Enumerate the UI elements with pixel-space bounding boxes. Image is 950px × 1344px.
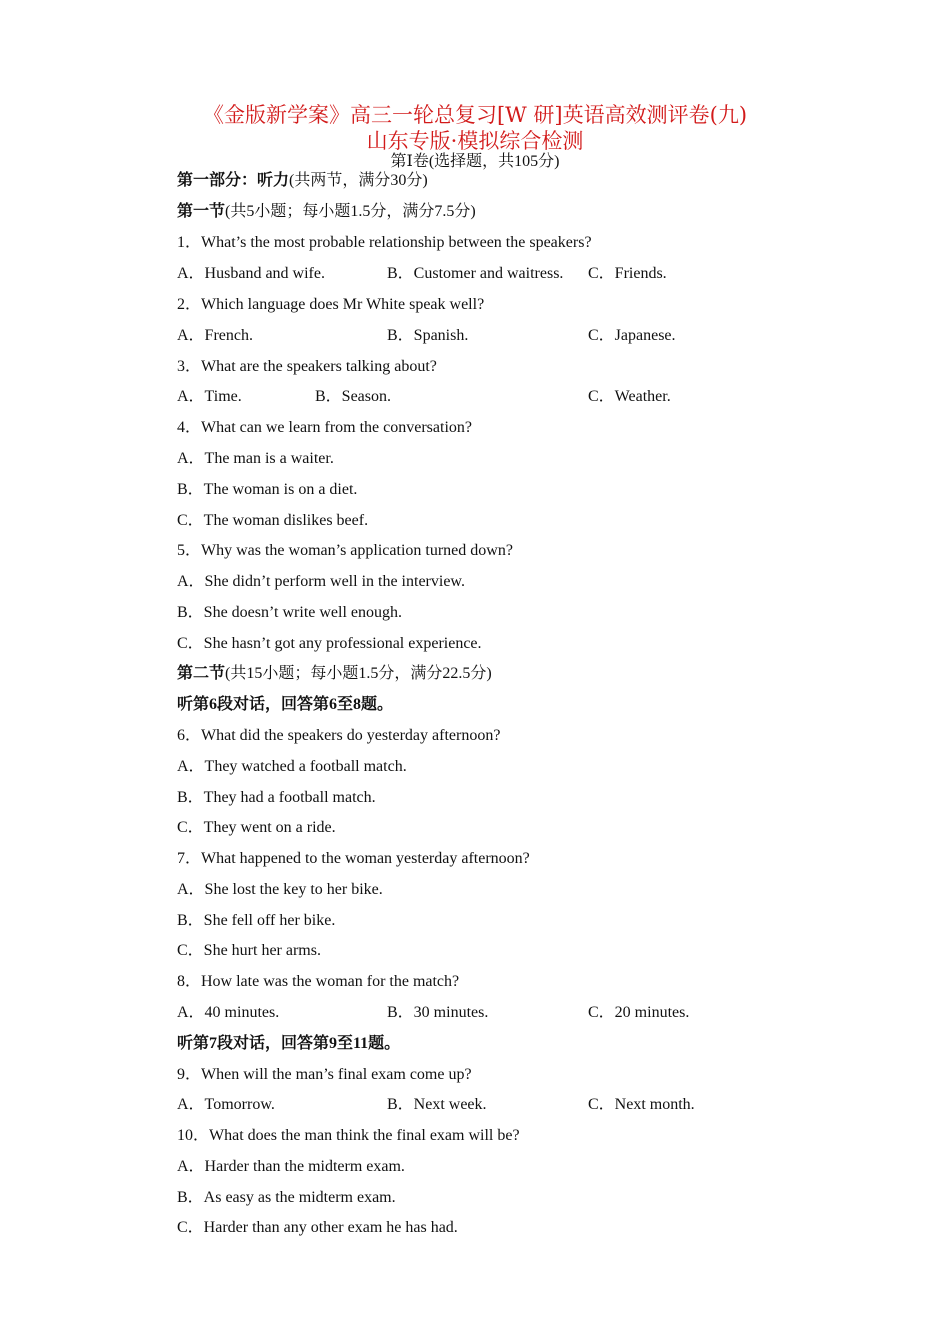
- question-7-option-a: A．She lost the key to her bike.: [177, 881, 383, 898]
- question-4-option-a: A．The man is a waiter.: [177, 450, 334, 467]
- question-7-option-c: C．She hurt her arms.: [177, 942, 321, 959]
- question-5-option-a: A．She didn’t perform well in the interview.: [177, 573, 465, 590]
- question-7: 7．What happened to the woman yesterday afternoon?: [177, 850, 530, 867]
- question-2-option-b: B．Spanish.: [387, 327, 469, 344]
- question-9-option-a: A．Tomorrow.: [177, 1096, 275, 1113]
- part1-heading-label: 第一部分：听力: [177, 172, 290, 189]
- question-3: 3．What are the speakers talking about?: [177, 358, 437, 375]
- question-10-option-a: A．Harder than the midterm exam.: [177, 1158, 405, 1175]
- question-5-option-c: C．She hasn’t got any professional experience.: [177, 635, 482, 652]
- question-6-option-a: A．They watched a football match.: [177, 758, 407, 775]
- question-2: 2．Which language does Mr White speak well?: [177, 296, 485, 313]
- part1-heading: [177, 171, 428, 191]
- question-8-option-b: B．30 minutes.: [387, 1004, 489, 1021]
- section1-heading-detail: (共5小题；每小题1.5分，满分7.5分): [225, 203, 476, 220]
- question-5: 5．Why was the woman’s application turned down?: [177, 542, 513, 559]
- question-3-option-c: C．Weather.: [588, 388, 671, 405]
- question-3-option-b: B．Season.: [315, 388, 392, 405]
- question-6: 6．What did the speakers do yesterday afternoon?: [177, 727, 501, 744]
- section1-heading-label: 第一节: [177, 203, 226, 220]
- question-1-option-a: A．Husband and wife.: [177, 265, 325, 282]
- question-10-option-b: B．As easy as the midterm exam.: [177, 1189, 396, 1206]
- paper-part-heading: 第Ⅰ卷(选择题，共105分): [390, 153, 560, 170]
- dialog-6-instruction: 听第6段对话，回答第6至8题。: [177, 696, 394, 713]
- question-10-option-c: C．Harder than any other exam he has had.: [177, 1219, 458, 1236]
- question-2-option-c: C．Japanese.: [588, 327, 676, 344]
- question-8-option-c: C．20 minutes.: [588, 1004, 690, 1021]
- question-4-option-b: B．The woman is on a diet.: [177, 481, 358, 498]
- question-6-option-c: C．They went on a ride.: [177, 819, 336, 836]
- question-1-option-c: C．Friends.: [588, 265, 667, 282]
- section2-heading-detail: (共15小题；每小题1.5分，满分22.5分): [225, 665, 492, 682]
- question-8-option-a: A．40 minutes.: [177, 1004, 280, 1021]
- document-subtitle: 山东专版·模拟综合检测: [366, 129, 584, 153]
- question-2-option-a: A．French.: [177, 327, 253, 344]
- question-7-option-b: B．She fell off her bike.: [177, 912, 336, 929]
- question-5-option-b: B．She doesn’t write well enough.: [177, 604, 403, 621]
- question-1-option-b: B．Customer and waitress.: [387, 265, 564, 282]
- question-9: 9．When will the man’s final exam come up?: [177, 1066, 472, 1083]
- question-4: 4．What can we learn from the conversation?: [177, 419, 472, 436]
- question-4-option-c: C．The woman dislikes beef.: [177, 512, 369, 529]
- question-9-option-b: B．Next week.: [387, 1096, 487, 1113]
- question-9-option-c: C．Next month.: [588, 1096, 695, 1113]
- question-10: 10．What does the man think the final exam will be?: [177, 1127, 520, 1144]
- section1-heading: [177, 202, 476, 222]
- question-1: 1．What’s the most probable relationship between the speakers?: [177, 234, 592, 251]
- question-6-option-b: B．They had a football match.: [177, 789, 376, 806]
- document-title: 《金版新学案》高三一轮总复习[W 研]英语高效测评卷(九): [202, 103, 748, 127]
- question-3-option-a: A．Time.: [177, 388, 242, 405]
- part1-heading-detail: (共两节，满分30分): [289, 172, 428, 189]
- question-8: 8．How late was the woman for the match?: [177, 973, 460, 990]
- section2-heading: [177, 664, 492, 684]
- dialog-7-instruction: 听第7段对话，回答第9至11题。: [177, 1035, 401, 1052]
- section2-heading-label: 第二节: [177, 665, 226, 682]
